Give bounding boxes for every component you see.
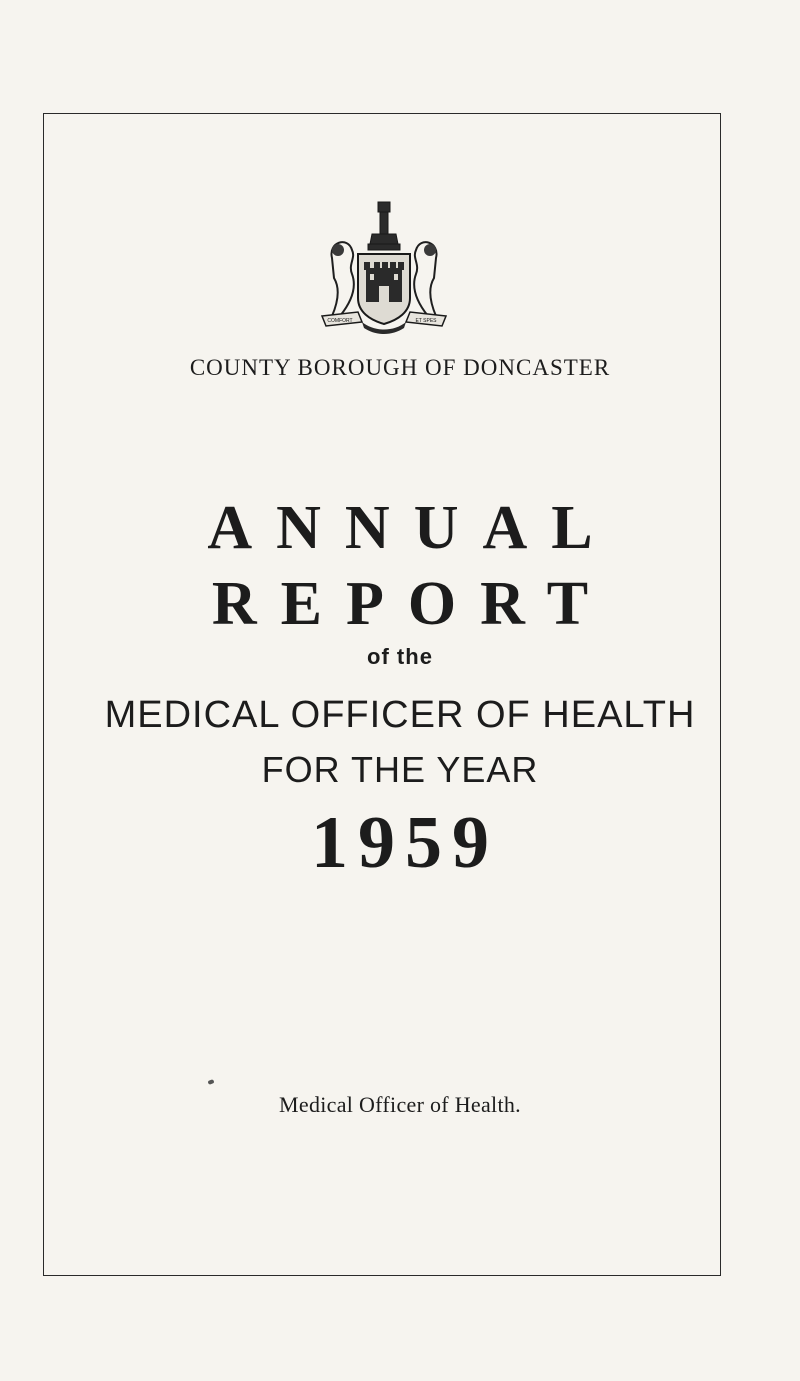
title-annual: ANNUAL <box>207 494 617 562</box>
report-year: 1959 <box>311 802 499 884</box>
motto-right-text: ET SPES <box>415 318 437 324</box>
title-report: REPORT <box>211 570 613 638</box>
subtitle-officer: MEDICAL OFFICER OF HEALTH <box>104 694 696 736</box>
subtitle-for-the-year: FOR THE YEAR <box>261 749 539 790</box>
connector-text: of the <box>367 644 433 669</box>
signature-line: Medical Officer of Health. <box>279 1092 521 1117</box>
authority-name: COUNTY BOROUGH OF DONCASTER <box>189 355 611 380</box>
motto-left-text: COMFORT <box>327 318 353 324</box>
coat-of-arms-crest <box>318 198 450 338</box>
